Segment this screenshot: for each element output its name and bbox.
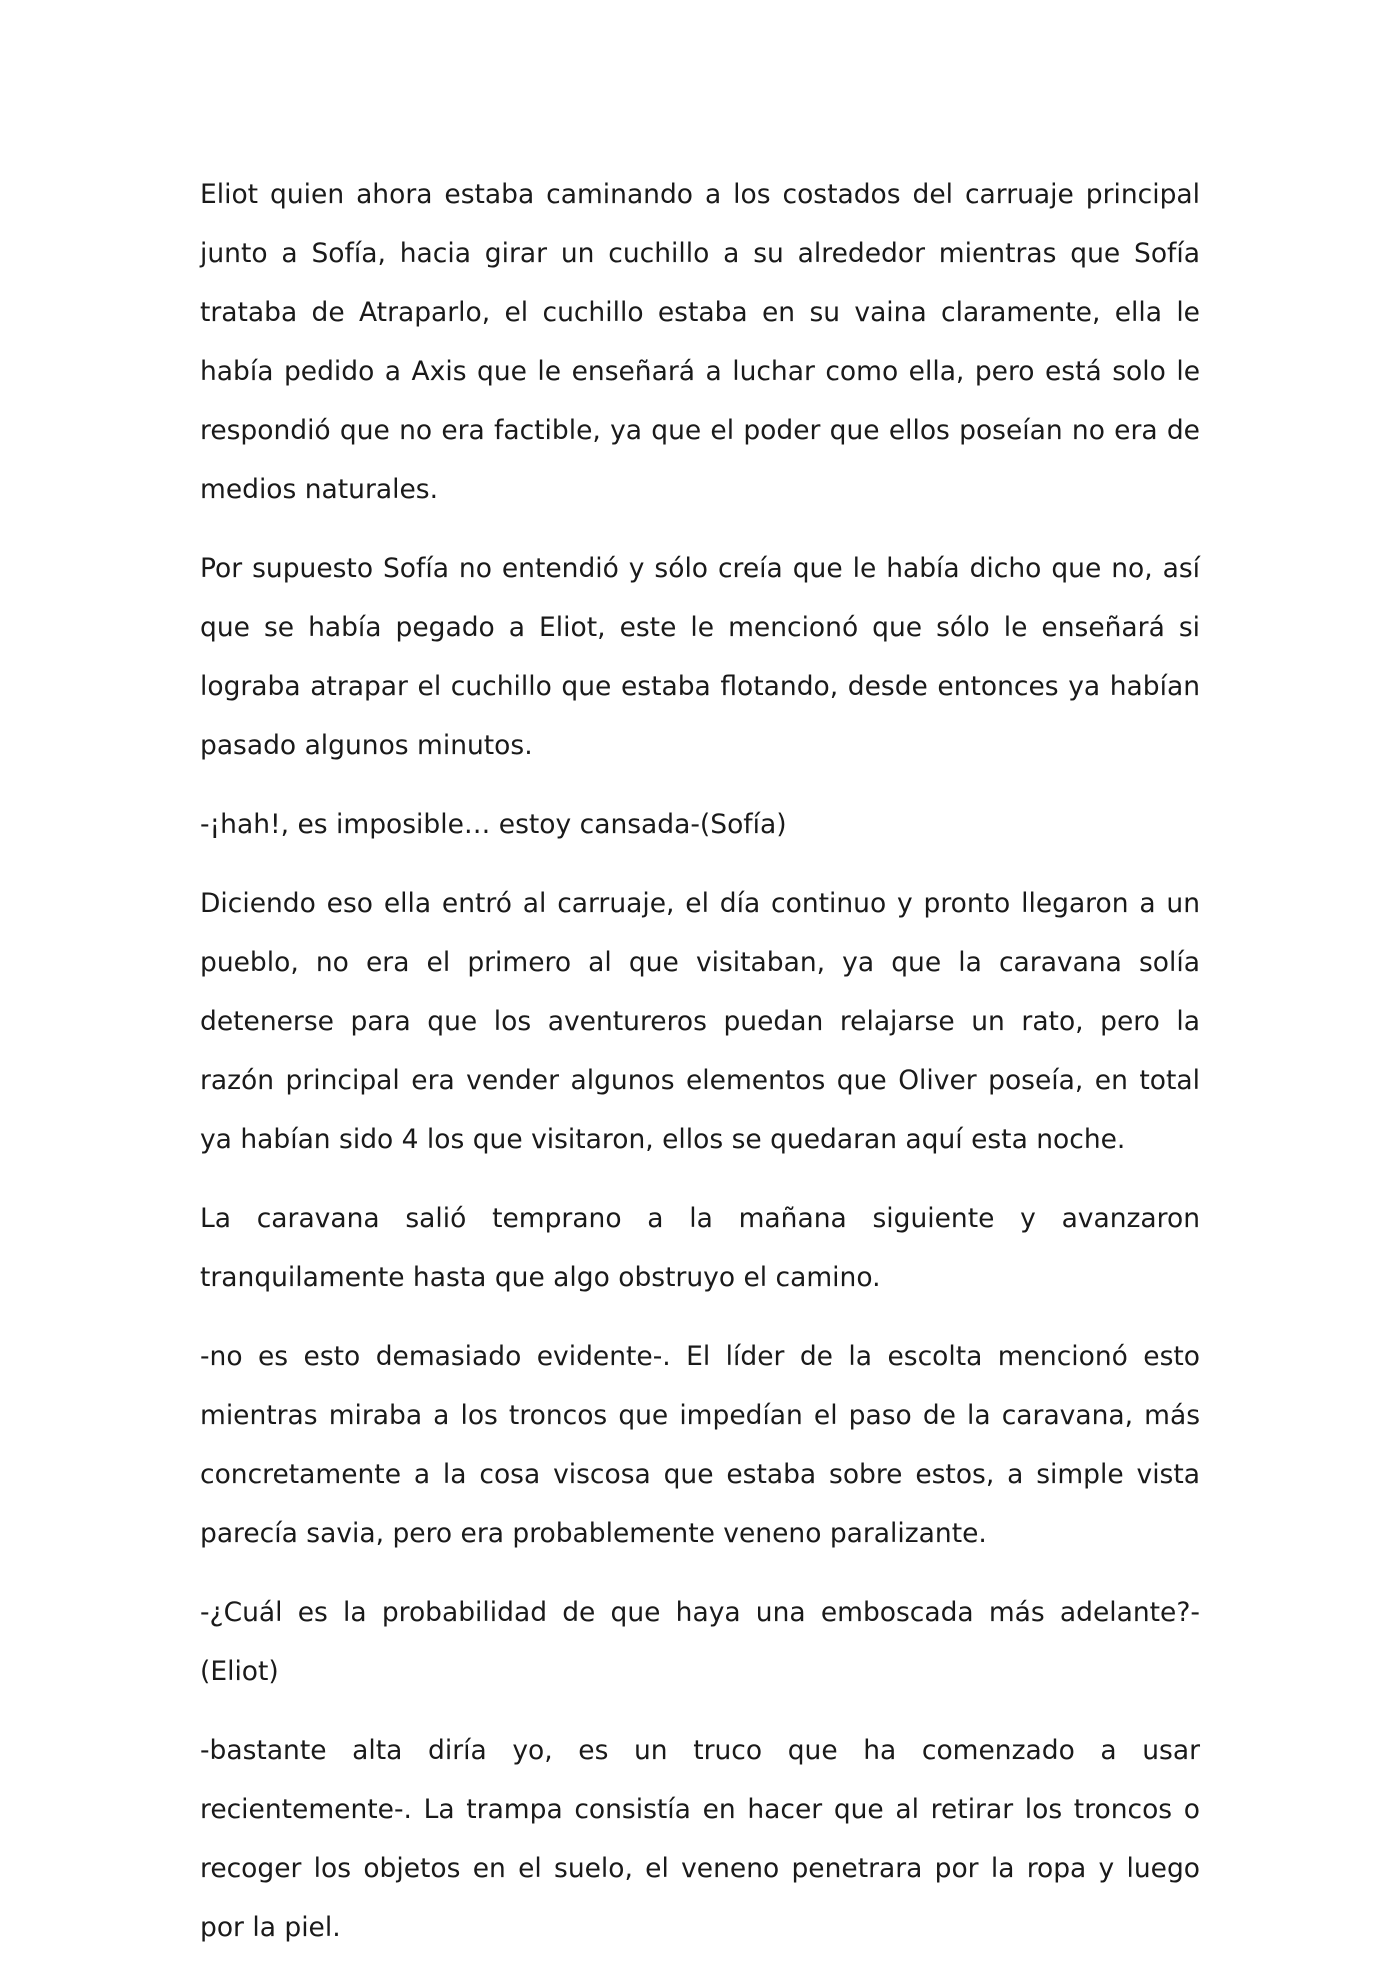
paragraph-5: La caravana salió temprano a la mañana siguiente y avanzaron tranquilamente hasta que algo obstruyo el camino. [200,1203,1200,1293]
paragraph-8: -bastante alta diría yo, es un truco que ha comenzado a usar recientemente-. La trampa consistía en hacer que al retirar los troncos o recoger los objetos en el suelo, el veneno penetrara por la ropa y luego por la piel. [200,1735,1200,1943]
paragraph-7: -¿Cuál es la probabilidad de que haya una emboscada más adelante?-(Eliot) [200,1597,1200,1687]
paragraph-4: Diciendo eso ella entró al carruaje, el día continuo y pronto llegaron a un pueblo, no era el primero al que visitaban, ya que la caravana solía detenerse para que los aventureros puedan relajarse un rato, pero la razón principal era vender algunos elementos que Oliver poseía, en total ya habían sido 4 los que visitaron, ellos se quedaran aquí esta noche. [200,888,1200,1155]
paragraph-3: -¡hah!, es imposible… estoy cansada-(Sofía) [200,809,787,840]
paragraph-1: Eliot quien ahora estaba caminando a los costados del carruaje principal junto a Sofía, hacia girar un cuchillo a su alrededor mientras que Sofía trataba de Atraparlo, el cuchillo estaba en su vaina claramente, ella le había pedido a Axis que le enseñará a luchar como ella, pero está solo le respondió que no era factible, ya que el poder que ellos poseían no era de medios naturales. [200,179,1200,505]
paragraph-2: Por supuesto Sofía no entendió y sólo creía que le había dicho que no, así que se había pegado a Eliot, este le mencionó que sólo le enseñará si lograba atrapar el cuchillo que estaba flotando, desde entonces ya habían pasado algunos minutos. [200,553,1200,761]
paragraph-6: -no es esto demasiado evidente-. El líder de la escolta mencionó esto mientras miraba a los troncos que impedían el paso de la caravana, más concretamente a la cosa viscosa que estaba sobre estos, a simple vista parecía savia, pero era probablemente veneno paralizante. [200,1341,1200,1549]
document-body [200,165,1200,1977]
